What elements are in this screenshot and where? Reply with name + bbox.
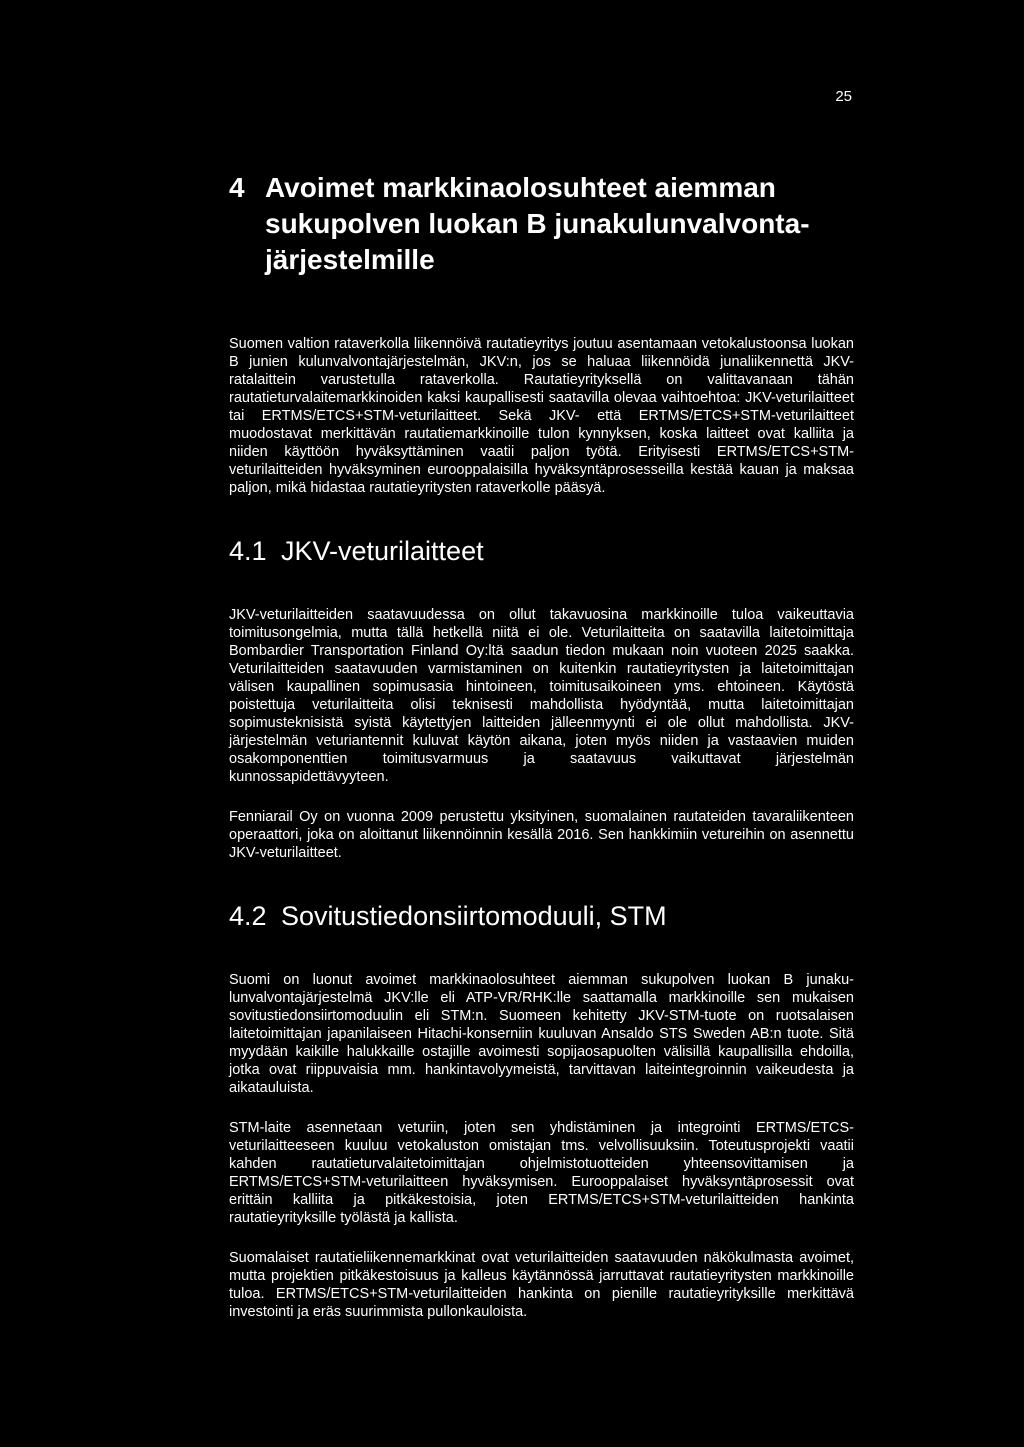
chapter-heading xyxy=(229,170,854,278)
section-heading-4-1 xyxy=(229,534,854,568)
chapter-intro-paragraph: Suomen valtion rataverkolla liikennöivä rautatieyritys joutuu asentamaan vetokalustoonsa luokan B junien kulunvalvontajärjestelmän, JKV:n, jos se haluaa liikennöidä junaliikennettä JKV-ratalaittein varustetulla rataverkolla. Rautatieyrityksellä on valittavanaan tähän rautatieturvalaitemarkkinoiden kaksi kaupallisesti saatavilla olevaa vaihtoehtoa: JKV-veturilaitteet tai ERTMS/ETCS+STM-veturilaitteet. Sekä JKV- että ERTMS/ETCS+STM-veturilaitteet muodostavat merkittävän rautatiemarkkinoille tulon kynnyksen, koska laitteet ovat kalliita ja niiden käyttöön hyväksyttäminen vaatii paljon työtä. Erityisesti ERTMS/ETCS+STM-veturilaitteiden hyväksyminen eurooppalaisilla hyväksyntäprosesseilla kestää kauan ja maksaa paljon, mikä hidastaa rautatieyritysten rataverkolle pääsyä. xyxy=(229,336,854,496)
section-4-2-paragraph-3: Suomalaiset rautatieliikennemarkkinat ovat veturilaitteiden saatavuuden näkökulmasta avoimet, mutta projektien pitkäkestoisuus ja kalleus käytännössä jarruttavat rautatieyritysten markkinoille tuloa. ERTMS/ETCS+STM-veturilaitteiden hankinta on pienille rautatieyrityksille merkittävä investointi ja eräs suurimmista pullonkauloista. xyxy=(229,1250,854,1320)
chapter-title: Avoimet markkinaolosuhteet aiemman sukupolven luokan B junakulunvalvontajärjestelmille xyxy=(265,172,810,275)
section-title: JKV-veturilaitteet xyxy=(281,536,484,566)
section-title: Sovitustiedonsiirtomoduuli, STM xyxy=(281,901,667,931)
section-4-1-paragraph-1: JKV-veturilaitteiden saatavuudessa on ollut takavuosina markkinoille tuloa vaikeuttavia toimitusongelmia, mutta tällä hetkellä niitä ei ole. Veturilaitteita on saatavilla laitetoimittaja Bombardier Transportation Finland Oy:ltä saadun tiedon mukaan noin vuoteen 2025 saakka. Veturilaitteiden saatavuuden varmistaminen on kuitenkin rautatieyritysten ja laitetoimittajan välisen kaupallinen sopimusasia hintoineen, toimitusaikoineen yms. ehtoineen. Käytöstä poistettuja veturilaitteita olisi teknisesti mahdollista hyödyntää, mutta laitetoimittajan sopimusteknisistä syistä käytettyjen laitteiden jälleenmyynti ei ole ollut mahdollista. JKV-järjestelmän veturiantennit kuluvat käytön aikana, joten myös niiden ja vastaavien muiden osakomponenttien toimitusvarmuus ja saatavuus vaikuttavat järjestelmän kunnossapidettävyyteen. xyxy=(229,607,854,785)
chapter-number: 4 xyxy=(229,172,245,203)
section-4-2-paragraph-2: STM-laite asennetaan veturiin, joten sen yhdistäminen ja integrointi ERTMS/ETCS-veturilaitteeseen kuuluu vetokaluston omistajan tms. velvollisuuksiin. Toteutusprojekti vaatii kahden rautatieturvalaitetoimittajan ohjelmistotuotteiden yhteensovittamisen ja ERTMS/ETCS+STM-veturilaitteen hyväksymisen. Eurooppalaiset hyväksyntäprosessit ovat erittäin kalliita ja pitkäkestoisia, joten ERTMS/ETCS+STM-veturilaitteiden hankinta rautatieyrityksille työlästä ja kallista. xyxy=(229,1120,854,1226)
section-number: 4.1 xyxy=(229,536,267,566)
section-heading-4-2 xyxy=(229,899,854,933)
document-body xyxy=(229,170,854,1321)
section-4-1-paragraph-2: Fenniarail Oy on vuonna 2009 perustettu yksityinen, suomalainen rautateiden tavaraliikenteen operaattori, joka on aloittanut liikennöinnin kesällä 2016. Sen hankkimiin vetureihin on asennettu JKV-veturilaitteet. xyxy=(229,809,854,861)
section-number: 4.2 xyxy=(229,901,267,931)
page-number: 25 xyxy=(835,88,852,105)
section-4-2-paragraph-1: Suomi on luonut avoimet markkinaolosuhteet aiemman sukupolven luokan B junakulunvalvontajärjestelmä JKV:lle eli ATP-VR/RHK:lle saattamalla markkinoille sen mukaisen sovitustiedonsiirtomoduulin eli STM:n. Suomeen kehitetty JKV-STM-tuote on ruotsalaisen laitetoimittajan japanilaiseen Hitachi-konserniin kuuluvan Ansaldo STS Sweden AB:n tuote. Sitä myydään kaikille halukkaille ostajille avoimesti sopijaosapuolten välisillä kaupallisilla ehdoilla, jotka ovat riippuvaisia mm. hankintavolyymeistä, tarvittavan laiteintegroinnin vaikeudesta ja aikatauluista. xyxy=(229,972,854,1096)
